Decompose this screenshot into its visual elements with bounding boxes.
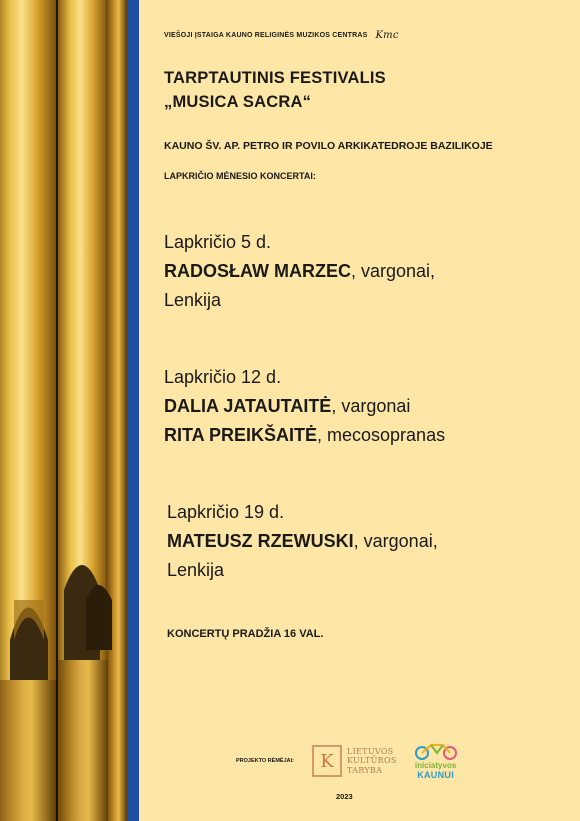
ik-line1: iniciatyvos <box>414 761 457 770</box>
lkt-logo <box>312 745 397 777</box>
bicycle-icon <box>413 742 459 760</box>
performer-name: DALIA JATAUTAITĖ <box>164 396 332 416</box>
concert-country: Lenkija <box>167 560 225 580</box>
sponsors <box>236 742 459 780</box>
kmc-logo: Kmc <box>375 30 399 41</box>
performer-role: , vargonai, <box>351 261 436 281</box>
concert-country: Lenkija <box>164 290 222 310</box>
performer-line <box>164 257 435 286</box>
performer-role: , mecosopranas <box>317 425 446 445</box>
lkt-line2: KULTŪROS <box>346 756 397 766</box>
concert-2 <box>164 363 445 450</box>
venue: KAUNO ŠV. AP. PETRO IR POVILO ARKIKATEDROJE BAZILIKOJE <box>164 140 493 152</box>
poster-content <box>139 0 580 821</box>
organization-name: VIEŠOJI ĮSTAIGA KAUNO RELIGINĖS MUZIKOS CENTRAS <box>164 32 368 39</box>
concert-date: Lapkričio 19 d. <box>167 502 285 522</box>
year: 2023 <box>336 792 353 801</box>
lkt-logo-text <box>347 747 397 776</box>
iniciatyvos-kaunui-logo <box>413 742 459 780</box>
performer-name: MATEUSZ RZEWUSKI <box>167 531 354 551</box>
performer-line <box>164 421 445 450</box>
concert-1 <box>164 228 435 315</box>
lkt-line1: LIETUVOS <box>346 746 394 756</box>
ik-line2: KAUNUI <box>417 770 455 780</box>
performer-line <box>164 392 445 421</box>
blue-accent-strip <box>127 0 139 821</box>
performer-line <box>167 527 438 556</box>
performer-role: , vargonai <box>331 396 411 416</box>
festival-title <box>164 66 386 114</box>
sponsors-label: PROJEKTO RĖMĖJAI: <box>236 758 294 764</box>
performer-name: RITA PREIKŠAITĖ <box>164 425 318 445</box>
concert-3 <box>167 498 438 585</box>
festival-title-line2: „MUSICA SACRA“ <box>164 93 312 111</box>
concert-date: Lapkričio 12 d. <box>164 367 282 387</box>
concert-date: Lapkričio 5 d. <box>164 232 272 252</box>
performer-name: RADOSŁAW MARZEC <box>164 261 351 281</box>
festival-title-line1: TARPTAUTINIS FESTIVALIS <box>164 69 386 87</box>
organ-pipes-image <box>0 0 127 821</box>
lkt-logo-mark: K <box>312 745 342 777</box>
performer-role: , vargonai, <box>353 531 438 551</box>
header-organization <box>164 30 399 41</box>
month-label: LAPKRIČIO MĖNESIO KONCERTAI: <box>164 171 316 181</box>
lkt-line3: TARYBA <box>346 765 383 775</box>
concert-start-time: KONCERTŲ PRADŽIA 16 VAL. <box>167 628 324 640</box>
